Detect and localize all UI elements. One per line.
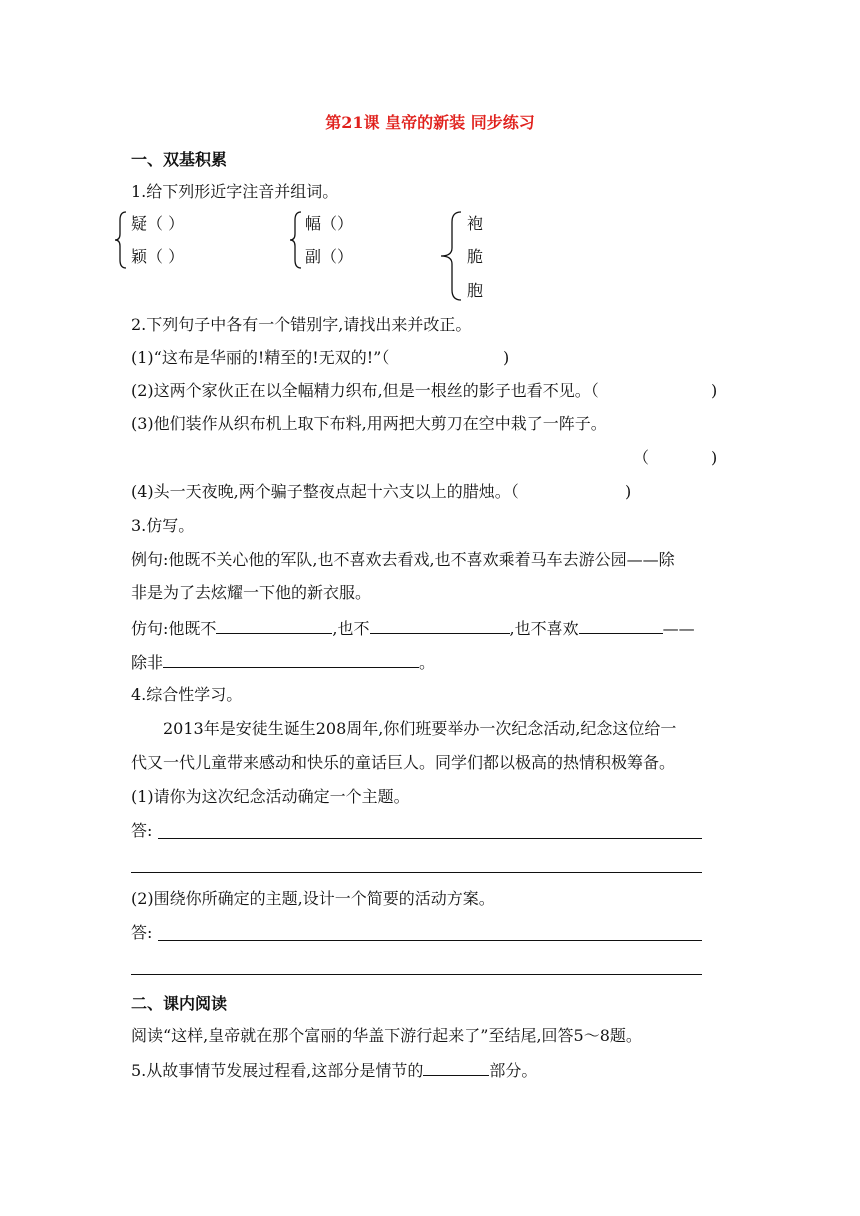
char-item-bao: 胞	[467, 281, 484, 300]
imitation-text: 。	[419, 653, 436, 672]
paragraph-line-2: 代又一代儿童带来感动和快乐的童话巨人。同学们都以极高的热情积极筹备。	[131, 753, 676, 772]
answer-line[interactable]	[131, 872, 702, 873]
fill-blank[interactable]	[370, 616, 510, 634]
sub-question-2: (2)围绕你所确定的主题,设计一个简要的活动方案。	[131, 889, 495, 908]
imitation-line-2	[131, 650, 435, 674]
fill-blank[interactable]	[216, 616, 332, 634]
imitation-text: 除非	[131, 653, 164, 672]
question-4-prompt: 4.综合性学习。	[131, 685, 243, 704]
paragraph-line-1: 2013年是安徒生诞生208周年,你们班要举办一次纪念活动,纪念这位给一	[163, 719, 677, 738]
section-heading-basics: 一、双基积累	[131, 150, 228, 169]
question-5-text: 5.从故事情节发展过程看,这部分是情节的	[131, 1061, 424, 1080]
question-2-item-1: (1)“这布是华丽的!精至的!无双的!”（	[131, 348, 390, 367]
fill-blank[interactable]	[163, 650, 419, 668]
imitation-text: 仿句:他既不	[131, 619, 217, 638]
imitation-line-1	[131, 616, 695, 640]
char-item-yi: 疑（ ）	[131, 214, 185, 233]
answer-line[interactable]	[158, 838, 702, 839]
question-2-prompt: 2.下列句子中各有一个错别字,请找出来并改正。	[131, 315, 472, 334]
char-item-cui: 脆	[467, 247, 484, 266]
question-2-item-3: (3)他们装作从织布机上取下布料,用两把大剪刀在空中栽了一阵子。	[131, 414, 607, 433]
char-item-fu: 幅（）	[305, 214, 354, 233]
char-item-pao: 袍	[467, 214, 484, 233]
answer-line[interactable]	[158, 940, 702, 941]
question-2-item-2: (2)这两个家伙正在以全幅精力织布,但是一根丝的影子也看不见。（	[131, 381, 599, 400]
imitation-text: ——	[662, 619, 695, 638]
imitation-text: ,也不	[332, 619, 370, 638]
example-sentence-line-1: 例句:他既不关心他的军队,也不喜欢去看戏,也不喜欢乘着马车去游公园——除	[131, 550, 675, 569]
left-brace-icon	[439, 210, 463, 302]
section-heading-reading: 二、课内阅读	[131, 994, 228, 1013]
question-5	[131, 1058, 537, 1082]
left-brace-icon	[289, 210, 303, 270]
reading-intro: 阅读“这样,皇帝就在那个富丽的华盖下游行起来了”至结尾,回答5～8题。	[131, 1026, 642, 1045]
question-1-prompt: 1.给下列形近字注音并组词。	[131, 182, 339, 201]
fill-blank[interactable]	[579, 616, 663, 634]
answer-paren-close: )	[711, 448, 718, 467]
question-3-prompt: 3.仿写。	[131, 516, 195, 535]
answer-label: 答:	[131, 923, 153, 942]
fill-blank[interactable]	[423, 1058, 489, 1076]
char-item-ying: 颖（ ）	[131, 247, 185, 266]
sub-question-1: (1)请你为这次纪念活动确定一个主题。	[131, 787, 410, 806]
question-5-text: 部分。	[489, 1061, 538, 1080]
char-item-fu2: 副（）	[305, 247, 354, 266]
question-2-item-4: (4)头一天夜晚,两个骗子整夜点起十六支以上的腊烛。（	[131, 482, 519, 501]
answer-label: 答:	[131, 821, 153, 840]
answer-paren-close: )	[503, 348, 510, 367]
answer-paren-close: )	[625, 482, 632, 501]
left-brace-icon	[114, 210, 128, 270]
answer-paren-open: （	[633, 448, 650, 467]
answer-line[interactable]	[131, 974, 702, 975]
page-title: 第21课 皇帝的新装 同步练习	[325, 113, 535, 132]
answer-paren-close: )	[711, 381, 718, 400]
example-sentence-line-2: 非是为了去炫耀一下他的新衣服。	[131, 583, 372, 602]
imitation-text: ,也不喜欢	[509, 619, 579, 638]
